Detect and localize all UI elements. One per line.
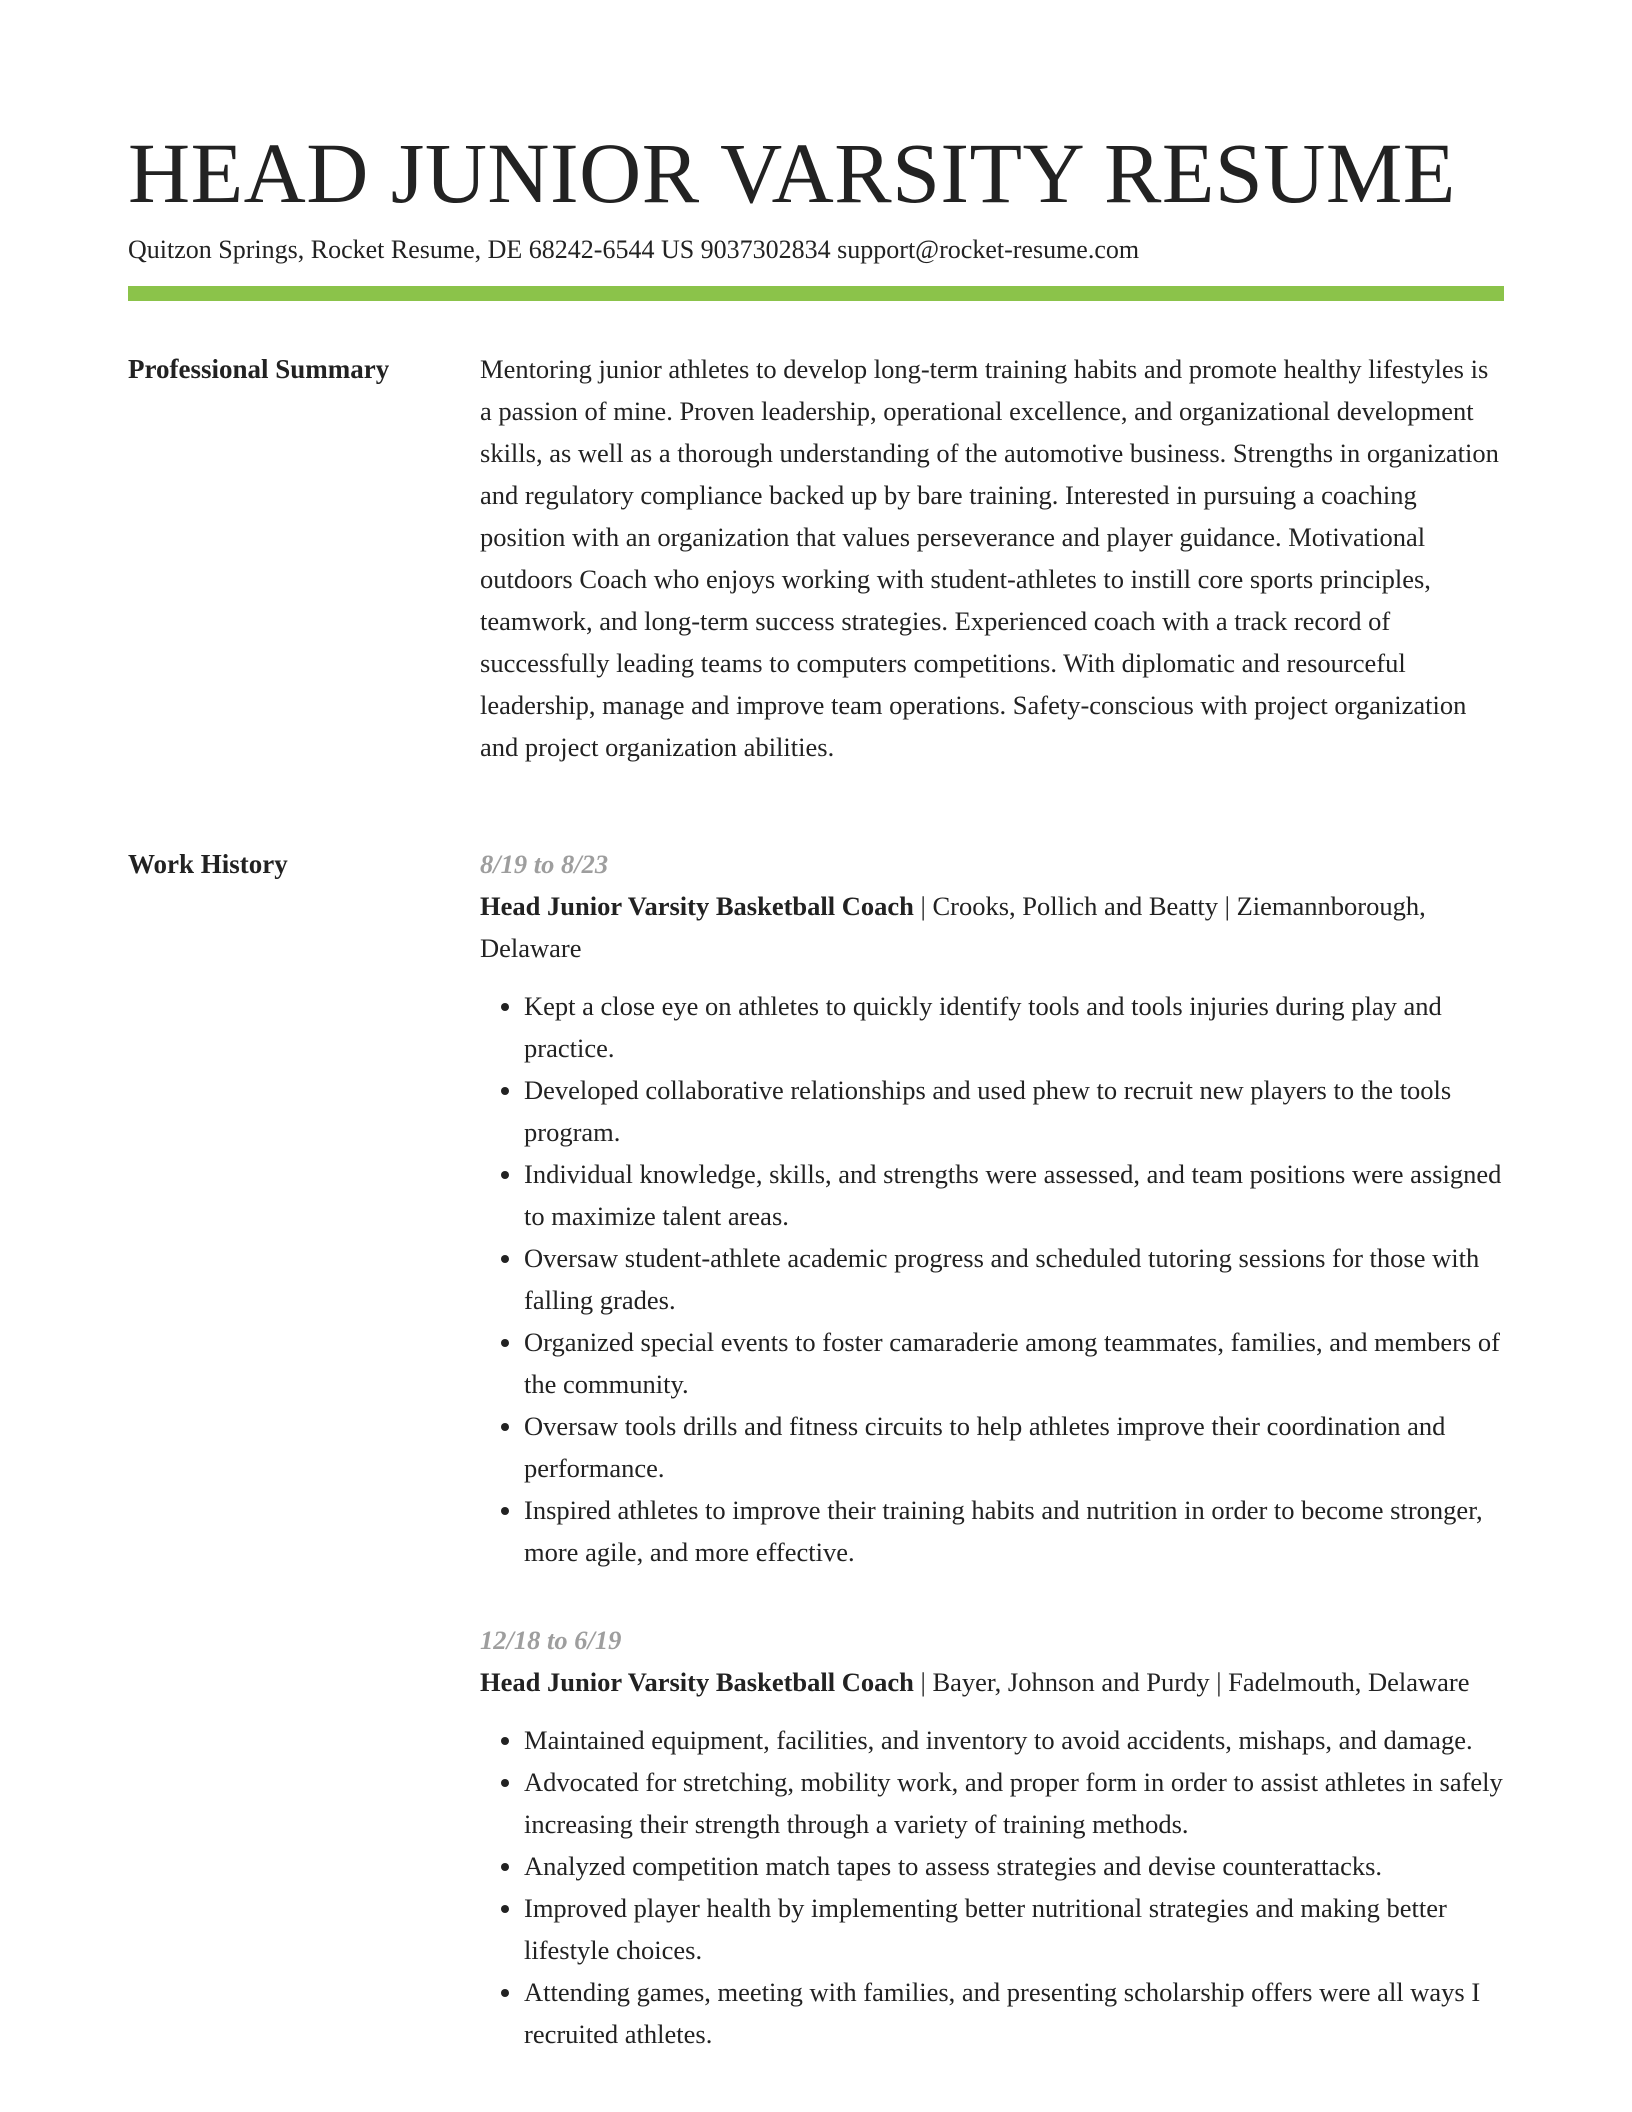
job-bullet: • Oversaw student-athlete academic progress and scheduled tutoring sessions for those with falling grades. xyxy=(524,1237,1504,1321)
job-bullet: • Analyzed competition match tapes to assess strategies and devise counterattacks. xyxy=(524,1845,1504,1887)
job-title: Head Junior Varsity Basketball Coach xyxy=(480,891,914,921)
resume-title: HEAD JUNIOR VARSITY RESUME xyxy=(128,125,1456,221)
job-bullet: • Maintained equipment, facilities, and inventory to avoid accidents, mishaps, and damage. xyxy=(524,1719,1504,1761)
job-bullet: • Oversaw tools drills and fitness circuits to help athletes improve their coordination and performance. xyxy=(524,1405,1504,1489)
job-dates: 12/18 to 6/19 xyxy=(480,1625,622,1655)
summary-body xyxy=(480,348,1504,768)
section-label-summary: Professional Summary xyxy=(128,354,390,384)
job-employer-location: | Bayer, Johnson and Purdy | Fadelmouth, Delaware xyxy=(913,1667,1470,1697)
job-dates: 8/19 to 8/23 xyxy=(480,849,609,879)
job-title: Head Junior Varsity Basketball Coach xyxy=(480,1667,914,1697)
section-label-work-history: Work History xyxy=(128,849,288,879)
job-bullet: • Organized special events to foster camaraderie among teammates, families, and members of the community. xyxy=(524,1321,1504,1405)
job-bullet: • Developed collaborative relationships and used phew to recruit new players to the tools program. xyxy=(524,1069,1504,1153)
job-heading xyxy=(480,885,1504,969)
job-entry xyxy=(480,1619,1504,2055)
job-bullet: • Individual knowledge, skills, and strengths were assessed, and team positions were assigned to maximize talent areas. xyxy=(524,1153,1504,1237)
job-bullet: • Advocated for stretching, mobility work, and proper form in order to assist athletes in safely increasing their strength through a variety of training methods. xyxy=(524,1761,1504,1845)
header-divider xyxy=(128,286,1504,301)
contact-line: Quitzon Springs, Rocket Resume, DE 68242-6544 US 9037302834 support@rocket-resume.com xyxy=(128,235,1140,264)
job-bullet: • Kept a close eye on athletes to quickly identify tools and tools injuries during play and practice. xyxy=(524,985,1504,1069)
job-heading xyxy=(480,1661,1504,1703)
job-entry xyxy=(480,843,1504,1573)
job-bullet: • Improved player health by implementing better nutritional strategies and making better lifestyle choices. xyxy=(524,1887,1504,1971)
summary-text: Mentoring junior athletes to develop long-term training habits and promote healthy lifestyles is a passion of mine. Proven leadership, operational excellence, and organizational development skills, as well as a thorough understanding of the automotive business. Strengths in organization and regulatory compliance backed up by bare training. Interested in pursuing a coaching position with an organization that values perseverance and player guidance. Motivational outdoors Coach who enjoys working with student-athletes to instill core sports principles, teamwork, and long-term success strategies. Experienced coach with a track record of successfully leading teams to computers competitions. With diplomatic and resourceful leadership, manage and improve team operations. Safety-conscious with project organization and project organization abilities. xyxy=(480,354,1499,762)
job-bullets xyxy=(480,1719,1504,2055)
work-history-body xyxy=(480,843,1504,2101)
job-bullets xyxy=(480,985,1504,1573)
job-bullet: • Attending games, meeting with families, and presenting scholarship offers were all ways I recruited athletes. xyxy=(524,1971,1504,2055)
job-bullet: • Inspired athletes to improve their training habits and nutrition in order to become stronger, more agile, and more effective. xyxy=(524,1489,1504,1573)
job-employer-location: | Crooks, Pollich and Beatty | Ziemannborough, Delaware xyxy=(480,891,1426,963)
